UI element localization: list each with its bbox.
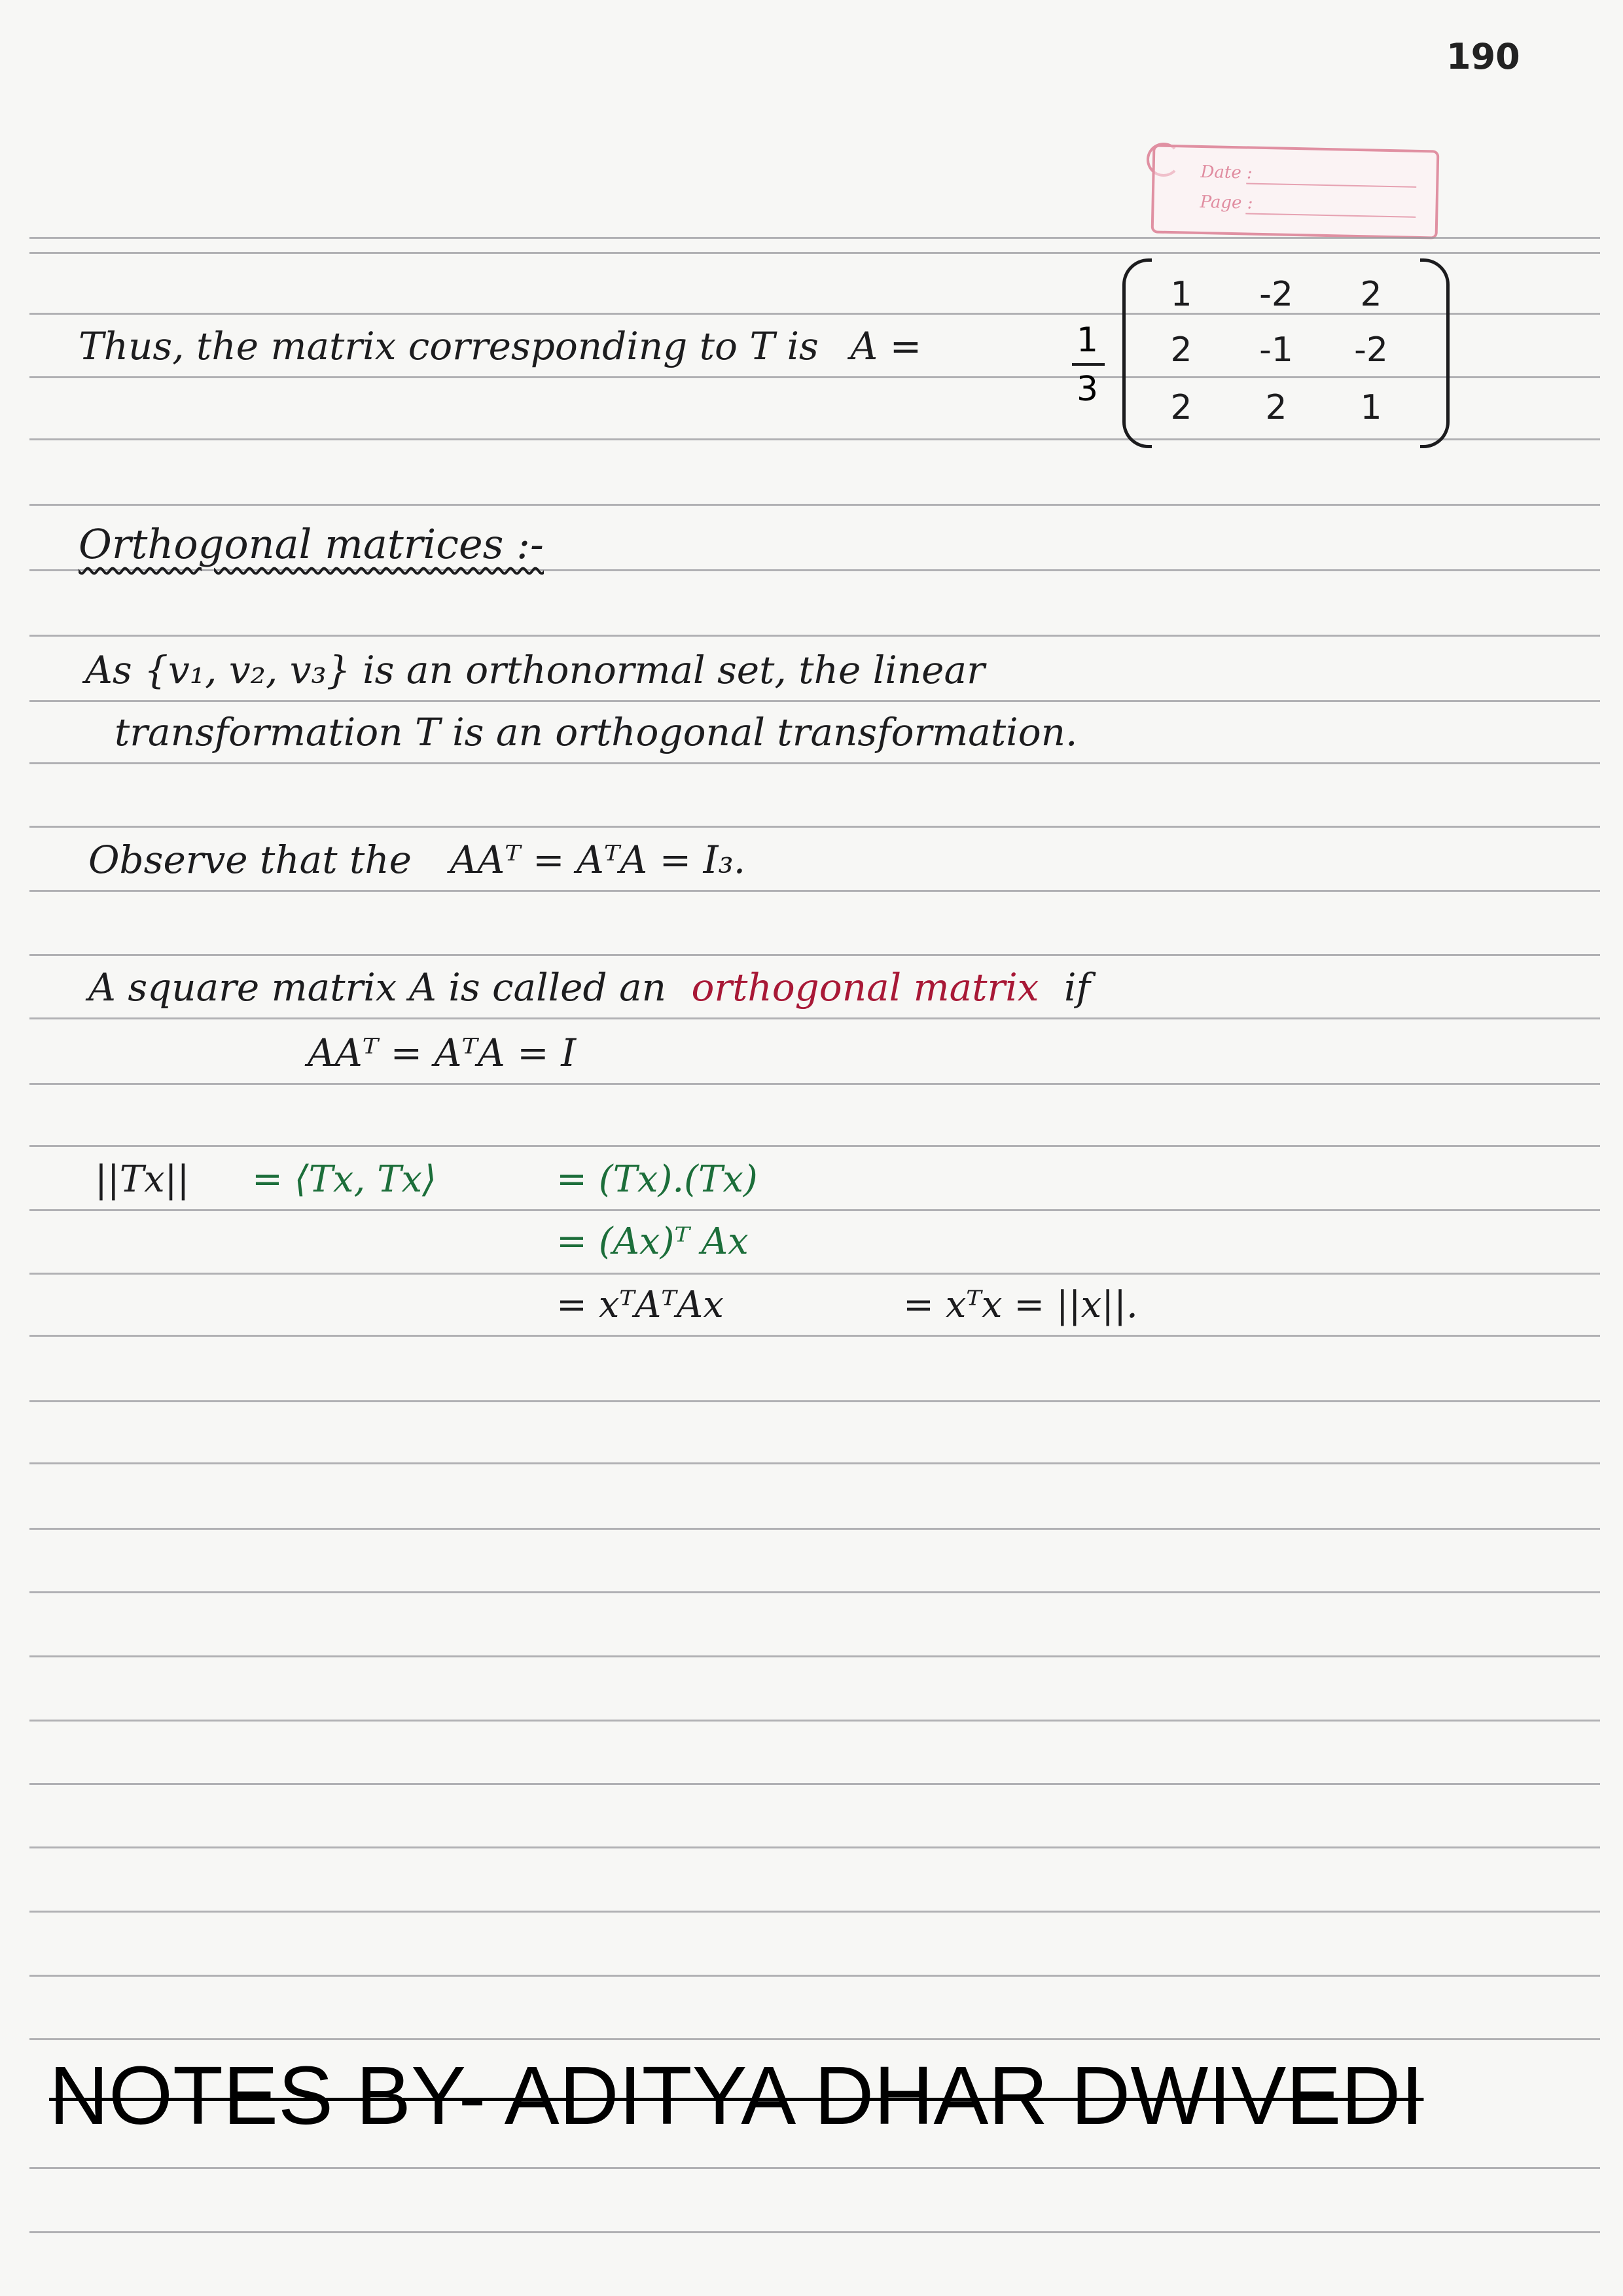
ruled-line <box>29 1462 1600 1464</box>
intro-sentence: Thus, the matrix corresponding to T is <box>79 324 819 368</box>
ruled-line <box>29 1335 1600 1337</box>
ruled-line <box>29 700 1600 702</box>
ruled-line <box>29 1017 1600 1019</box>
ruled-line <box>29 569 1600 571</box>
ruled-line <box>29 1911 1600 1913</box>
ruled-line <box>29 2038 1600 2040</box>
definition-prefix: A square matrix A is called an <box>88 965 666 1010</box>
observe-equation: AAᵀ = AᵀA = I₃. <box>450 838 746 882</box>
derivation-inner-product: = ⟨Tx, Tx⟩ <box>252 1158 437 1201</box>
fraction-bar <box>1072 363 1105 366</box>
ruled-line <box>29 954 1600 956</box>
ruled-line <box>29 1528 1600 1530</box>
matrix-cell: -2 <box>1259 275 1293 314</box>
derivation-step-3: = xᵀAᵀAx <box>556 1284 724 1326</box>
ruled-line <box>29 2167 1600 2169</box>
matrix-cell: 2 <box>1170 330 1192 370</box>
stamp-date-label: Date : <box>1200 162 1253 183</box>
matrix-A <box>1122 258 1450 445</box>
matrix-cell: 2 <box>1265 388 1287 427</box>
intro-text <box>79 324 921 368</box>
definition-term: orthogonal matrix <box>691 965 1039 1010</box>
stamp-date-line <box>1246 183 1416 187</box>
matrix-cell: 1 <box>1170 275 1192 314</box>
author-credit: NOTES BY- ADITYA DHAR DWIVEDI <box>49 2049 1424 2142</box>
ruled-line <box>29 237 1600 239</box>
ruled-line <box>29 1591 1600 1593</box>
ruled-line <box>29 1083 1600 1085</box>
matrix-name: A = <box>850 324 922 368</box>
observe-prefix: Observe that the <box>88 838 412 882</box>
ruled-line <box>29 1400 1600 1402</box>
fraction-numerator: 1 <box>1077 321 1099 360</box>
definition-line <box>88 965 1090 1010</box>
definition-suffix: if <box>1063 965 1090 1010</box>
matrix-cell: 1 <box>1360 388 1382 427</box>
matrix-cell: -2 <box>1354 330 1388 370</box>
ruled-line <box>29 635 1600 637</box>
ruled-line <box>29 1783 1600 1785</box>
ruled-line <box>29 762 1600 764</box>
observe-line <box>88 838 745 882</box>
paragraph-line-2: transformation T is an orthogonal transformation. <box>115 710 1078 754</box>
ruled-line <box>29 504 1600 506</box>
paragraph-line-1: As {v₁, v₂, v₃} is an orthonormal set, the linear <box>85 648 985 692</box>
derivation-lhs: ||Tx|| <box>95 1158 190 1201</box>
stamp-page-line <box>1245 213 1416 217</box>
ruled-line <box>29 252 1600 254</box>
section-heading: Orthogonal matrices :- <box>79 520 544 568</box>
page-number: 190 <box>1446 36 1520 77</box>
definition-equation: AAᵀ = AᵀA = I <box>308 1031 577 1075</box>
derivation-step-1: = (Tx).(Tx) <box>556 1158 758 1201</box>
derivation-step-2: = (Ax)ᵀ Ax <box>556 1220 749 1263</box>
ruled-line <box>29 2231 1600 2233</box>
ruled-line <box>29 1145 1600 1147</box>
derivation-step-4: = xᵀx = ||x||. <box>903 1284 1138 1326</box>
ruled-line <box>29 826 1600 828</box>
ruled-line <box>29 1975 1600 1977</box>
ruled-line <box>29 1273 1600 1275</box>
matrix-cell: -1 <box>1259 330 1293 370</box>
ruled-line <box>29 1209 1600 1211</box>
matrix-cell: 2 <box>1170 388 1192 427</box>
matrix-right-bracket <box>1420 258 1450 448</box>
ruled-line <box>29 1846 1600 1848</box>
stamp-page-label: Page : <box>1200 192 1253 213</box>
ruled-line <box>29 890 1600 892</box>
ruled-line <box>29 1720 1600 1722</box>
matrix-cell: 2 <box>1360 275 1382 314</box>
ruled-line <box>29 1655 1600 1657</box>
fraction-denominator: 3 <box>1077 370 1099 409</box>
date-page-stamp <box>1151 144 1440 239</box>
